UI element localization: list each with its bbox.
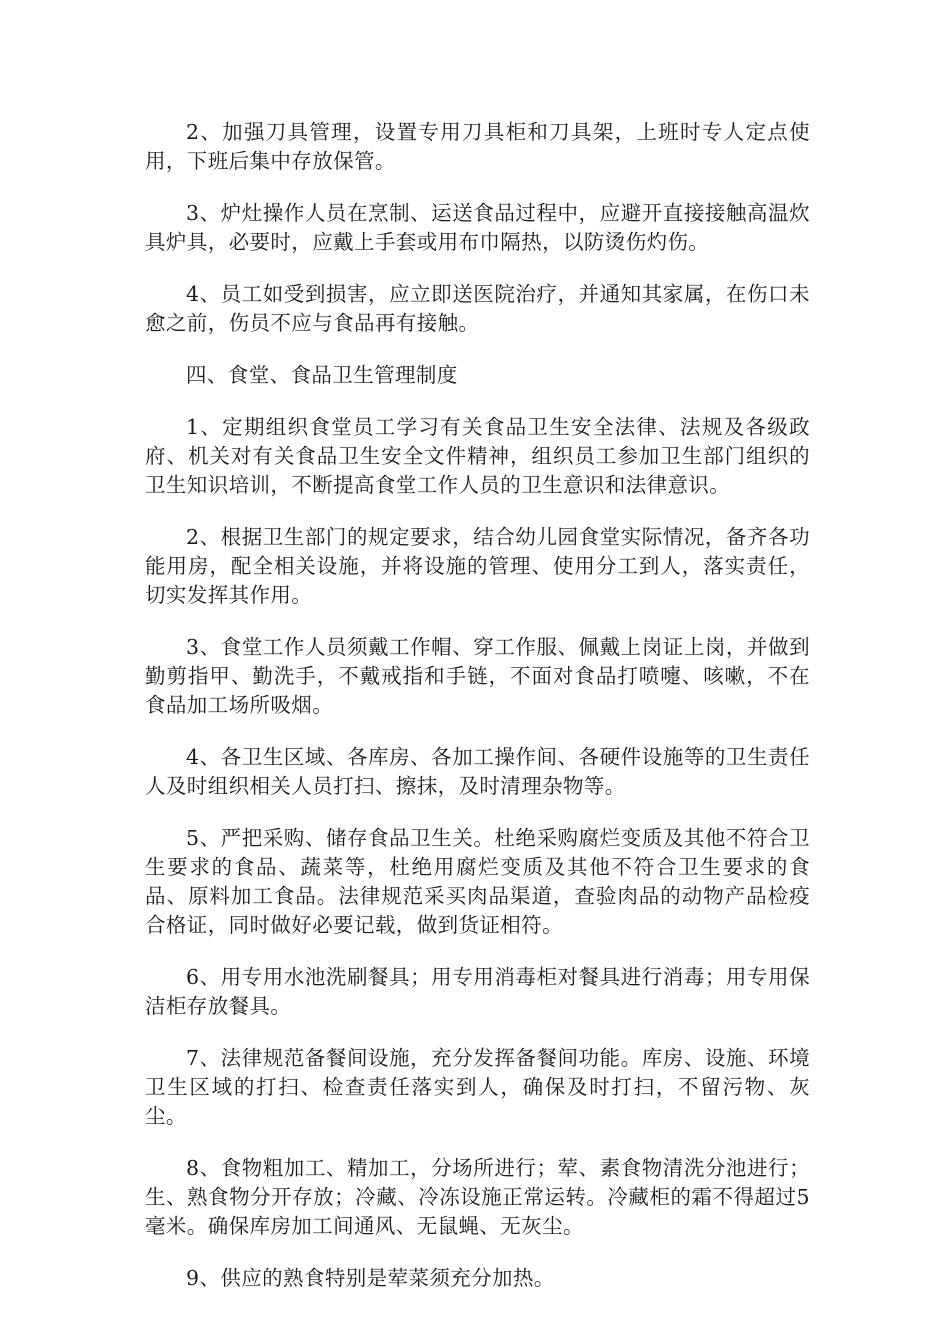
section-heading-hygiene: 四、食堂、食品卫生管理制度 [186, 363, 458, 387]
paragraph-stove-operation: 3、炉灶操作人员在烹制、运送食品过程中，应避开直接接触高温炊具炉具，必要时，应戴上手套或用布巾隔热，以防烫伤灼伤。 [145, 201, 810, 254]
document-page [145, 118, 810, 1316]
paragraph-tableware: 6、用专用水池洗刷餐具；用专用消毒柜对餐具进行消毒；用专用保洁柜存放餐具。 [145, 965, 810, 1018]
paragraph-training: 1、定期组织食堂员工学习有关食品卫生安全法律、法规及各级政府、机关对有关食品卫生安全文件精神，组织员工参加卫生部门组织的卫生知识培训，不断提高食堂工作人员的卫生意识和法律意识。 [145, 415, 810, 497]
paragraph-cleaning-duty: 4、各卫生区域、各库房、各加工操作间、各硬件设施等的卫生责任人及时组织相关人员打扫、擦抹，及时清理杂物等。 [145, 745, 810, 798]
paragraph-staff-attire: 3、食堂工作人员须戴工作帽、穿工作服、佩戴上岗证上岗，并做到勤剪指甲、勤洗手，不戴戒指和手链，不面对食品打喷嚏、咳嗽，不在食品加工场所吸烟。 [145, 635, 810, 717]
paragraph-procurement: 5、严把采购、储存食品卫生关。杜绝采购腐烂变质及其他不符合卫生要求的食品、蔬菜等，杜绝用腐烂变质及其他不符合卫生要求的食品、原料加工食品。法律规范采买肉品渠道，查验肉品的动物产品检疫合格证，同时做好必要记载，做到货证相符。 [145, 826, 810, 937]
paragraph-serving-room: 7、法律规范备餐间设施，充分发挥备餐间功能。库房、设施、环境卫生区域的打扫、检查责任落实到人，确保及时打扫，不留污物、灰尘。 [145, 1046, 810, 1128]
paragraph-food-processing: 8、食物粗加工、精加工，分场所进行；荤、素食物清洗分池进行；生、熟食物分开存放；冷藏、冷冻设施正常运转。冷藏柜的霜不得超过5毫米。确保库房加工间通风、无鼠蝇、无灰尘。 [145, 1156, 810, 1238]
paragraph-facilities: 2、根据卫生部门的规定要求，结合幼儿园食堂实际情况，备齐各功能用房，配全相关设施，并将设施的管理、使用分工到人，落实责任，切实发挥其作用。 [145, 525, 810, 607]
paragraph-cooked-food: 9、供应的熟食特别是荤菜须充分加热。 [186, 1266, 555, 1290]
paragraph-knife-management: 2、加强刀具管理，设置专用刀具柜和刀具架，上班时专人定点使用，下班后集中存放保管。 [145, 120, 810, 173]
paragraph-injury-handling: 4、员工如受到损害，应立即送医院治疗，并通知其家属，在伤口未愈之前，伤员不应与食品再有接触。 [145, 282, 810, 335]
